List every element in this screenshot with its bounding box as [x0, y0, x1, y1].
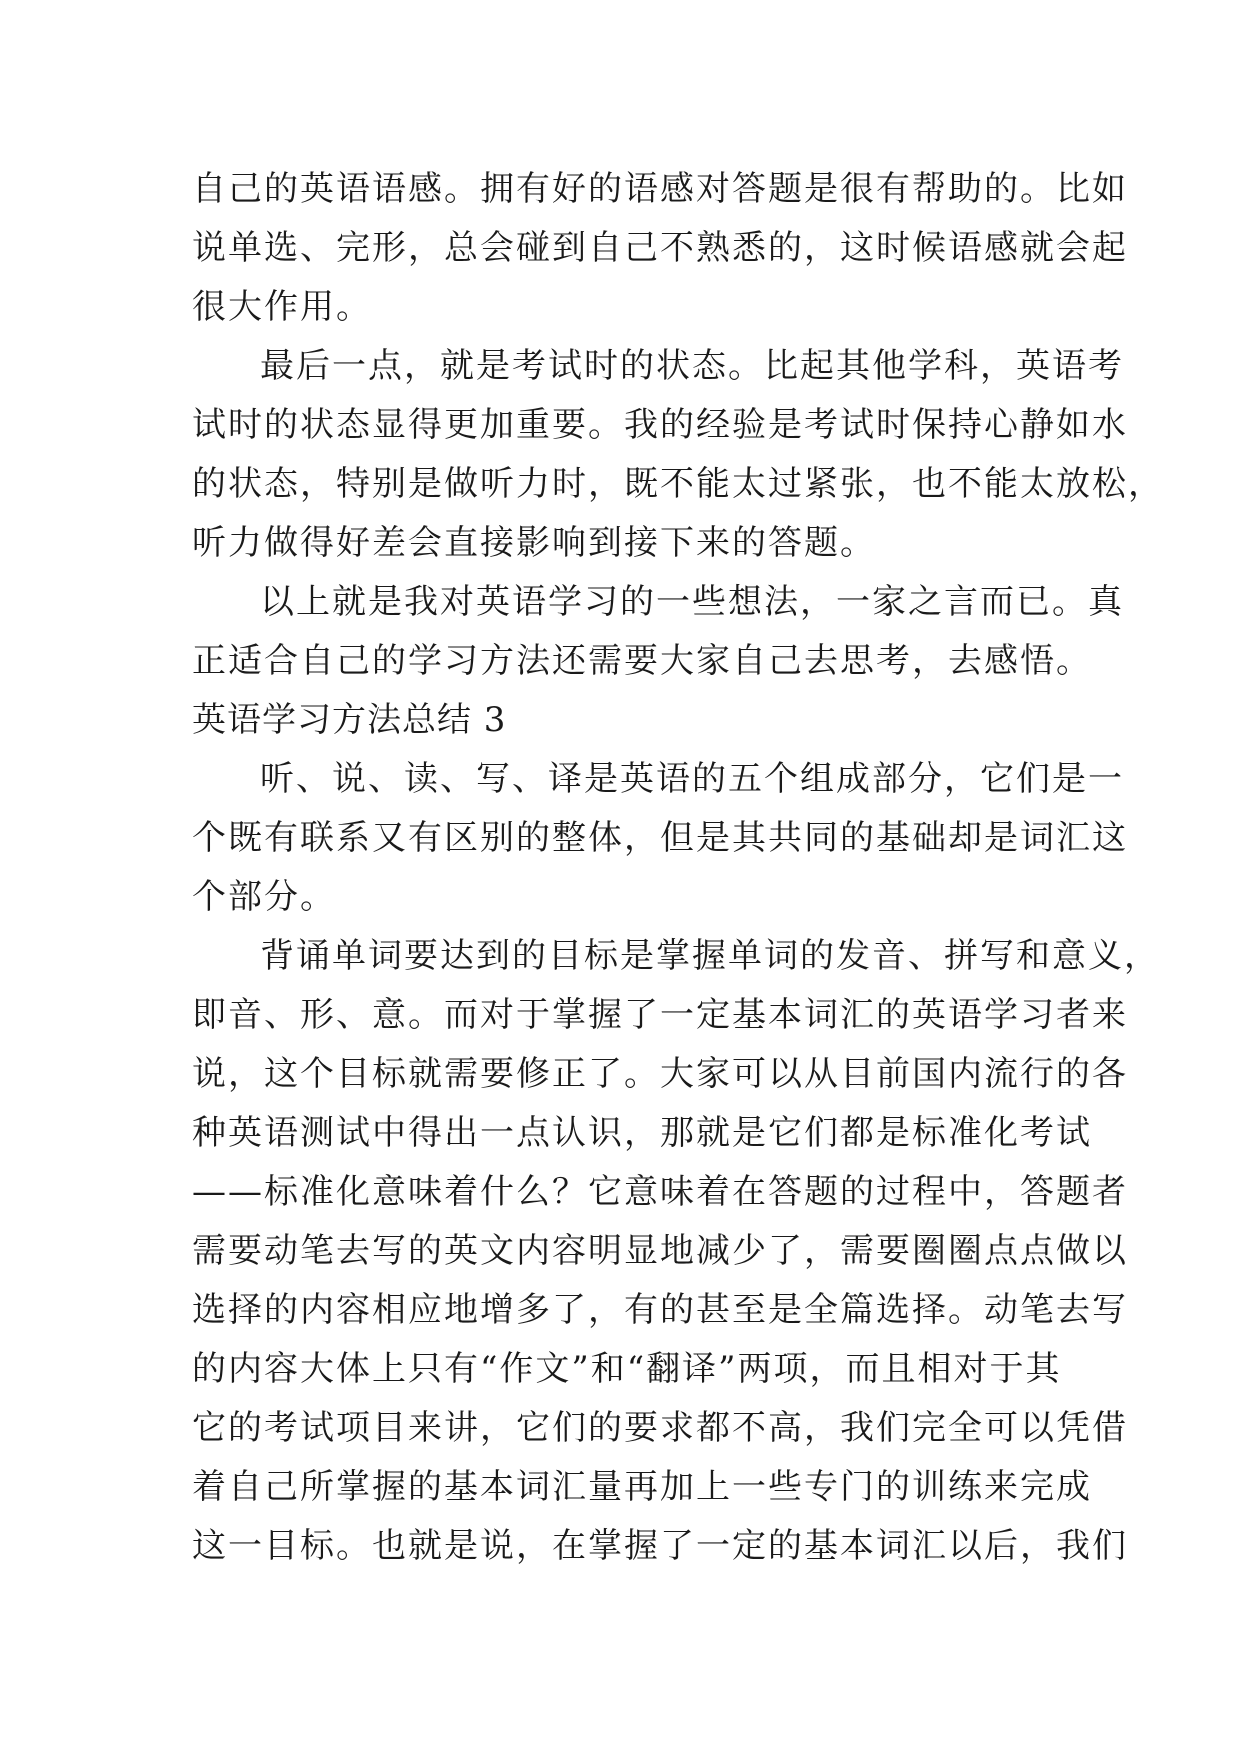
text-line: 说，这个目标就需要修正了。大家可以从目前国内流行的各 [192, 1054, 1128, 1094]
text-line: 种英语测试中得出一点认识，那就是它们都是标准化考试 [192, 1113, 1092, 1153]
text-line: 的状态，特别是做听力时，既不能太过紧张，也不能太放松， [192, 464, 1164, 504]
text-line: 个部分。 [192, 877, 336, 917]
text-line: 个既有联系又有区别的整体，但是其共同的基础却是词汇这 [192, 818, 1128, 858]
text-line: 着自己所掌握的基本词汇量再加上一些专门的训练来完成 [192, 1467, 1092, 1507]
text-line: 它的考试项目来讲，它们的要求都不高，我们完全可以凭借 [192, 1408, 1128, 1448]
text-line: 说单选、完形，总会碰到自己不熟悉的，这时候语感就会起 [192, 228, 1128, 268]
text-line: 听、说、读、写、译是英语的五个组成部分，它们是一 [260, 759, 1124, 799]
document-body [192, 160, 1164, 1576]
text-line: 以上就是我对英语学习的一些想法，一家之言而已。真 [260, 582, 1124, 622]
text-line: ——标准化意味着什么？它意味着在答题的过程中，答题者 [192, 1172, 1128, 1212]
text-line: 自己的英语语感。拥有好的语感对答题是很有帮助的。比如 [192, 169, 1128, 209]
section-heading: 英语学习方法总结 3 [192, 700, 507, 740]
text-line: 即音、形、意。而对于掌握了一定基本词汇的英语学习者来 [192, 995, 1128, 1035]
text-line: 的内容大体上只有“作文”和“翻译”两项，而且相对于其 [192, 1349, 1062, 1389]
text-line: 试时的状态显得更加重要。我的经验是考试时保持心静如水 [192, 405, 1128, 445]
text-line: 背诵单词要达到的目标是掌握单词的发音、拼写和意义， [260, 936, 1160, 976]
text-line: 最后一点，就是考试时的状态。比起其他学科，英语考 [260, 346, 1124, 386]
text-line: 很大作用。 [192, 287, 372, 327]
text-line: 听力做得好差会直接影响到接下来的答题。 [192, 523, 876, 563]
text-line: 需要动笔去写的英文内容明显地减少了，需要圈圈点点做以 [192, 1231, 1128, 1271]
text-line: 这一目标。也就是说，在掌握了一定的基本词汇以后，我们 [192, 1526, 1128, 1566]
text-line: 正适合自己的学习方法还需要大家自己去思考，去感悟。 [192, 641, 1092, 681]
text-line: 选择的内容相应地增多了，有的甚至是全篇选择。动笔去写 [192, 1290, 1128, 1330]
